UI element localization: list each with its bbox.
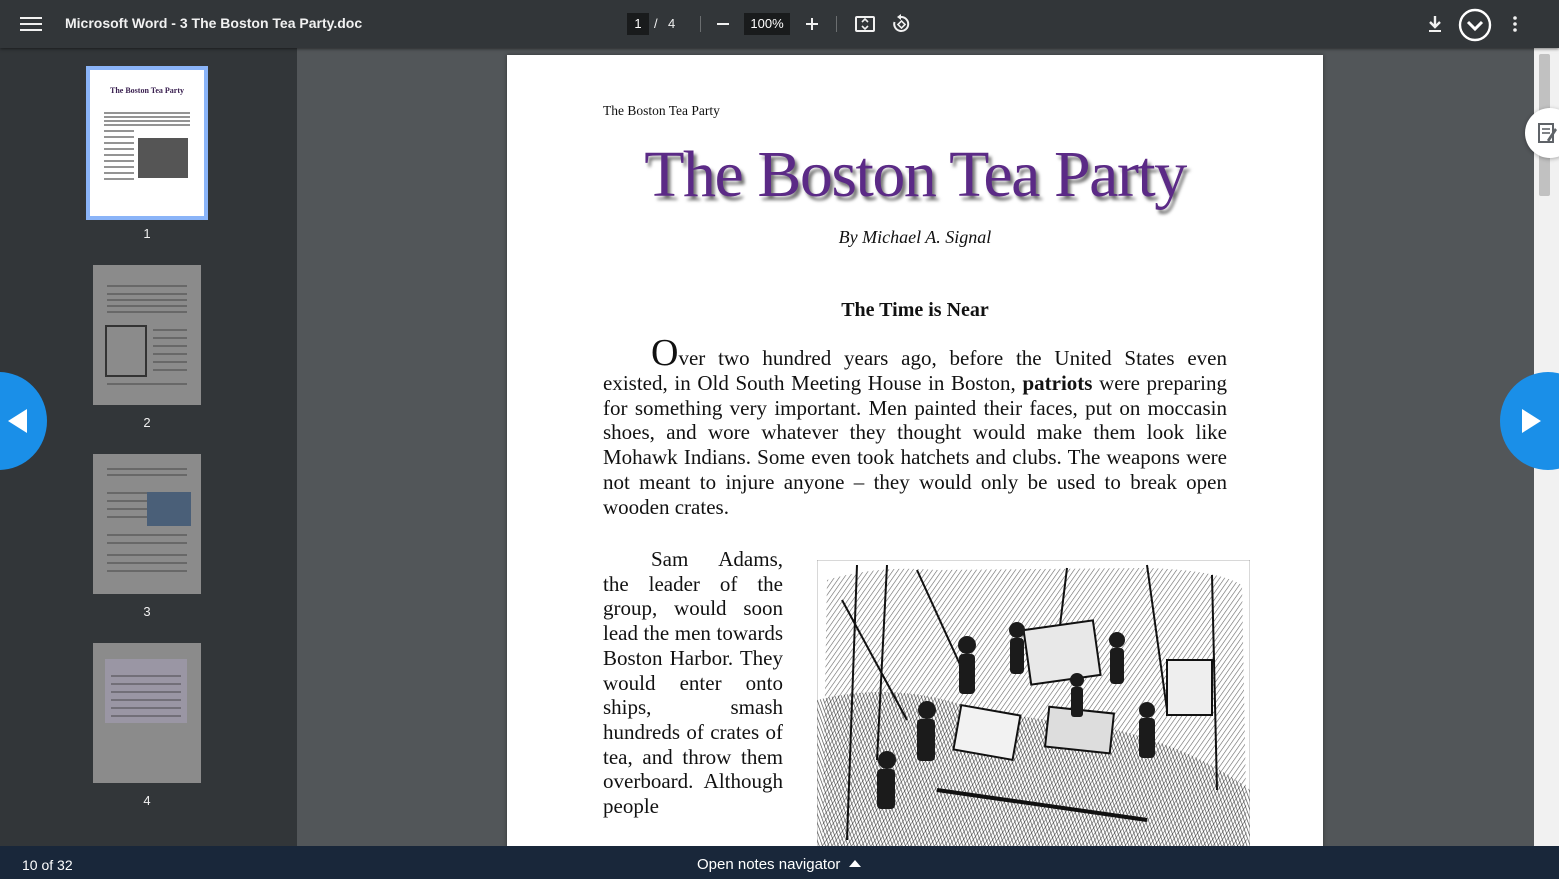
zoom-out-icon[interactable] (713, 12, 733, 36)
thumbnail-item[interactable] (87, 70, 207, 241)
drop-cap: O (651, 332, 679, 374)
download-icon[interactable] (1424, 13, 1446, 35)
section-heading: The Time is Near (841, 299, 989, 321)
total-pages: 4 (668, 16, 676, 31)
running-head: The Boston Tea Party (603, 103, 720, 118)
thumbnail-title: The Boston Tea Party (110, 86, 185, 95)
boston-tea-party-engraving (817, 560, 1250, 846)
slide-counter: 10 of 32 (22, 857, 73, 873)
caret-up-icon (849, 860, 861, 867)
page-thumbnail[interactable] (90, 70, 204, 216)
zoom-in-icon[interactable] (801, 12, 823, 36)
hamburger-menu-icon[interactable] (20, 14, 42, 34)
thumbnail-sidebar (0, 48, 297, 846)
document-page (507, 55, 1323, 846)
page-thumbnail[interactable] (93, 265, 201, 405)
page-separator: / (654, 16, 658, 31)
bottom-bar (0, 846, 1559, 879)
open-notes-navigator-button[interactable]: Open notes navigator (697, 856, 861, 873)
current-page-input[interactable]: 1 (627, 13, 649, 35)
document-viewer[interactable] (297, 48, 1534, 846)
document-title: Microsoft Word - 3 The Boston Tea Party.doc (65, 15, 363, 31)
thumbnail-item[interactable] (87, 454, 207, 619)
bold-term: patriots (1022, 370, 1093, 395)
page-thumbnail[interactable] (93, 454, 201, 594)
byline: By Michael A. Signal (838, 227, 992, 247)
thumbnail-number: 4 (143, 793, 151, 808)
toolbar-divider (836, 16, 837, 32)
pdf-toolbar (0, 0, 1559, 48)
thumbnail-number: 2 (143, 415, 151, 430)
more-vert-icon[interactable] (1506, 13, 1524, 35)
rotate-icon[interactable] (890, 13, 912, 35)
checkmark-circle-icon[interactable] (1458, 8, 1492, 42)
thumbnail-number: 1 (143, 226, 151, 241)
thumbnail-item[interactable] (87, 265, 207, 430)
thumbnail-item[interactable] (87, 643, 207, 808)
page-thumbnail[interactable] (93, 643, 201, 783)
thumbnail-number: 3 (143, 604, 151, 619)
page-title: The Boston Tea Party (644, 138, 1186, 211)
intro-paragraph: Over two hundred years ago, before the United States even existed, in Old South Meeting House in Boston, patriots were preparing for something very important. Men painted their faces, put on moccasin shoes, and wore whatever they thought would make them look like Mohawk Indians. Some even took hatchets and clubs. The weapons were not meant to injure anyone – they would only be used to break open wooden crates. (603, 332, 1227, 519)
fit-page-icon[interactable] (854, 13, 876, 35)
edit-note-icon[interactable] (1525, 108, 1559, 158)
toolbar-divider (700, 16, 701, 32)
body-paragraph: Sam Adams, the leader of the group, would soon lead the men towards Boston Harbor. They would enter onto ships, smash hundreds of crates of tea, and throw them overboard. Although people (603, 547, 783, 819)
zoom-level-input[interactable]: 100% (744, 13, 790, 35)
